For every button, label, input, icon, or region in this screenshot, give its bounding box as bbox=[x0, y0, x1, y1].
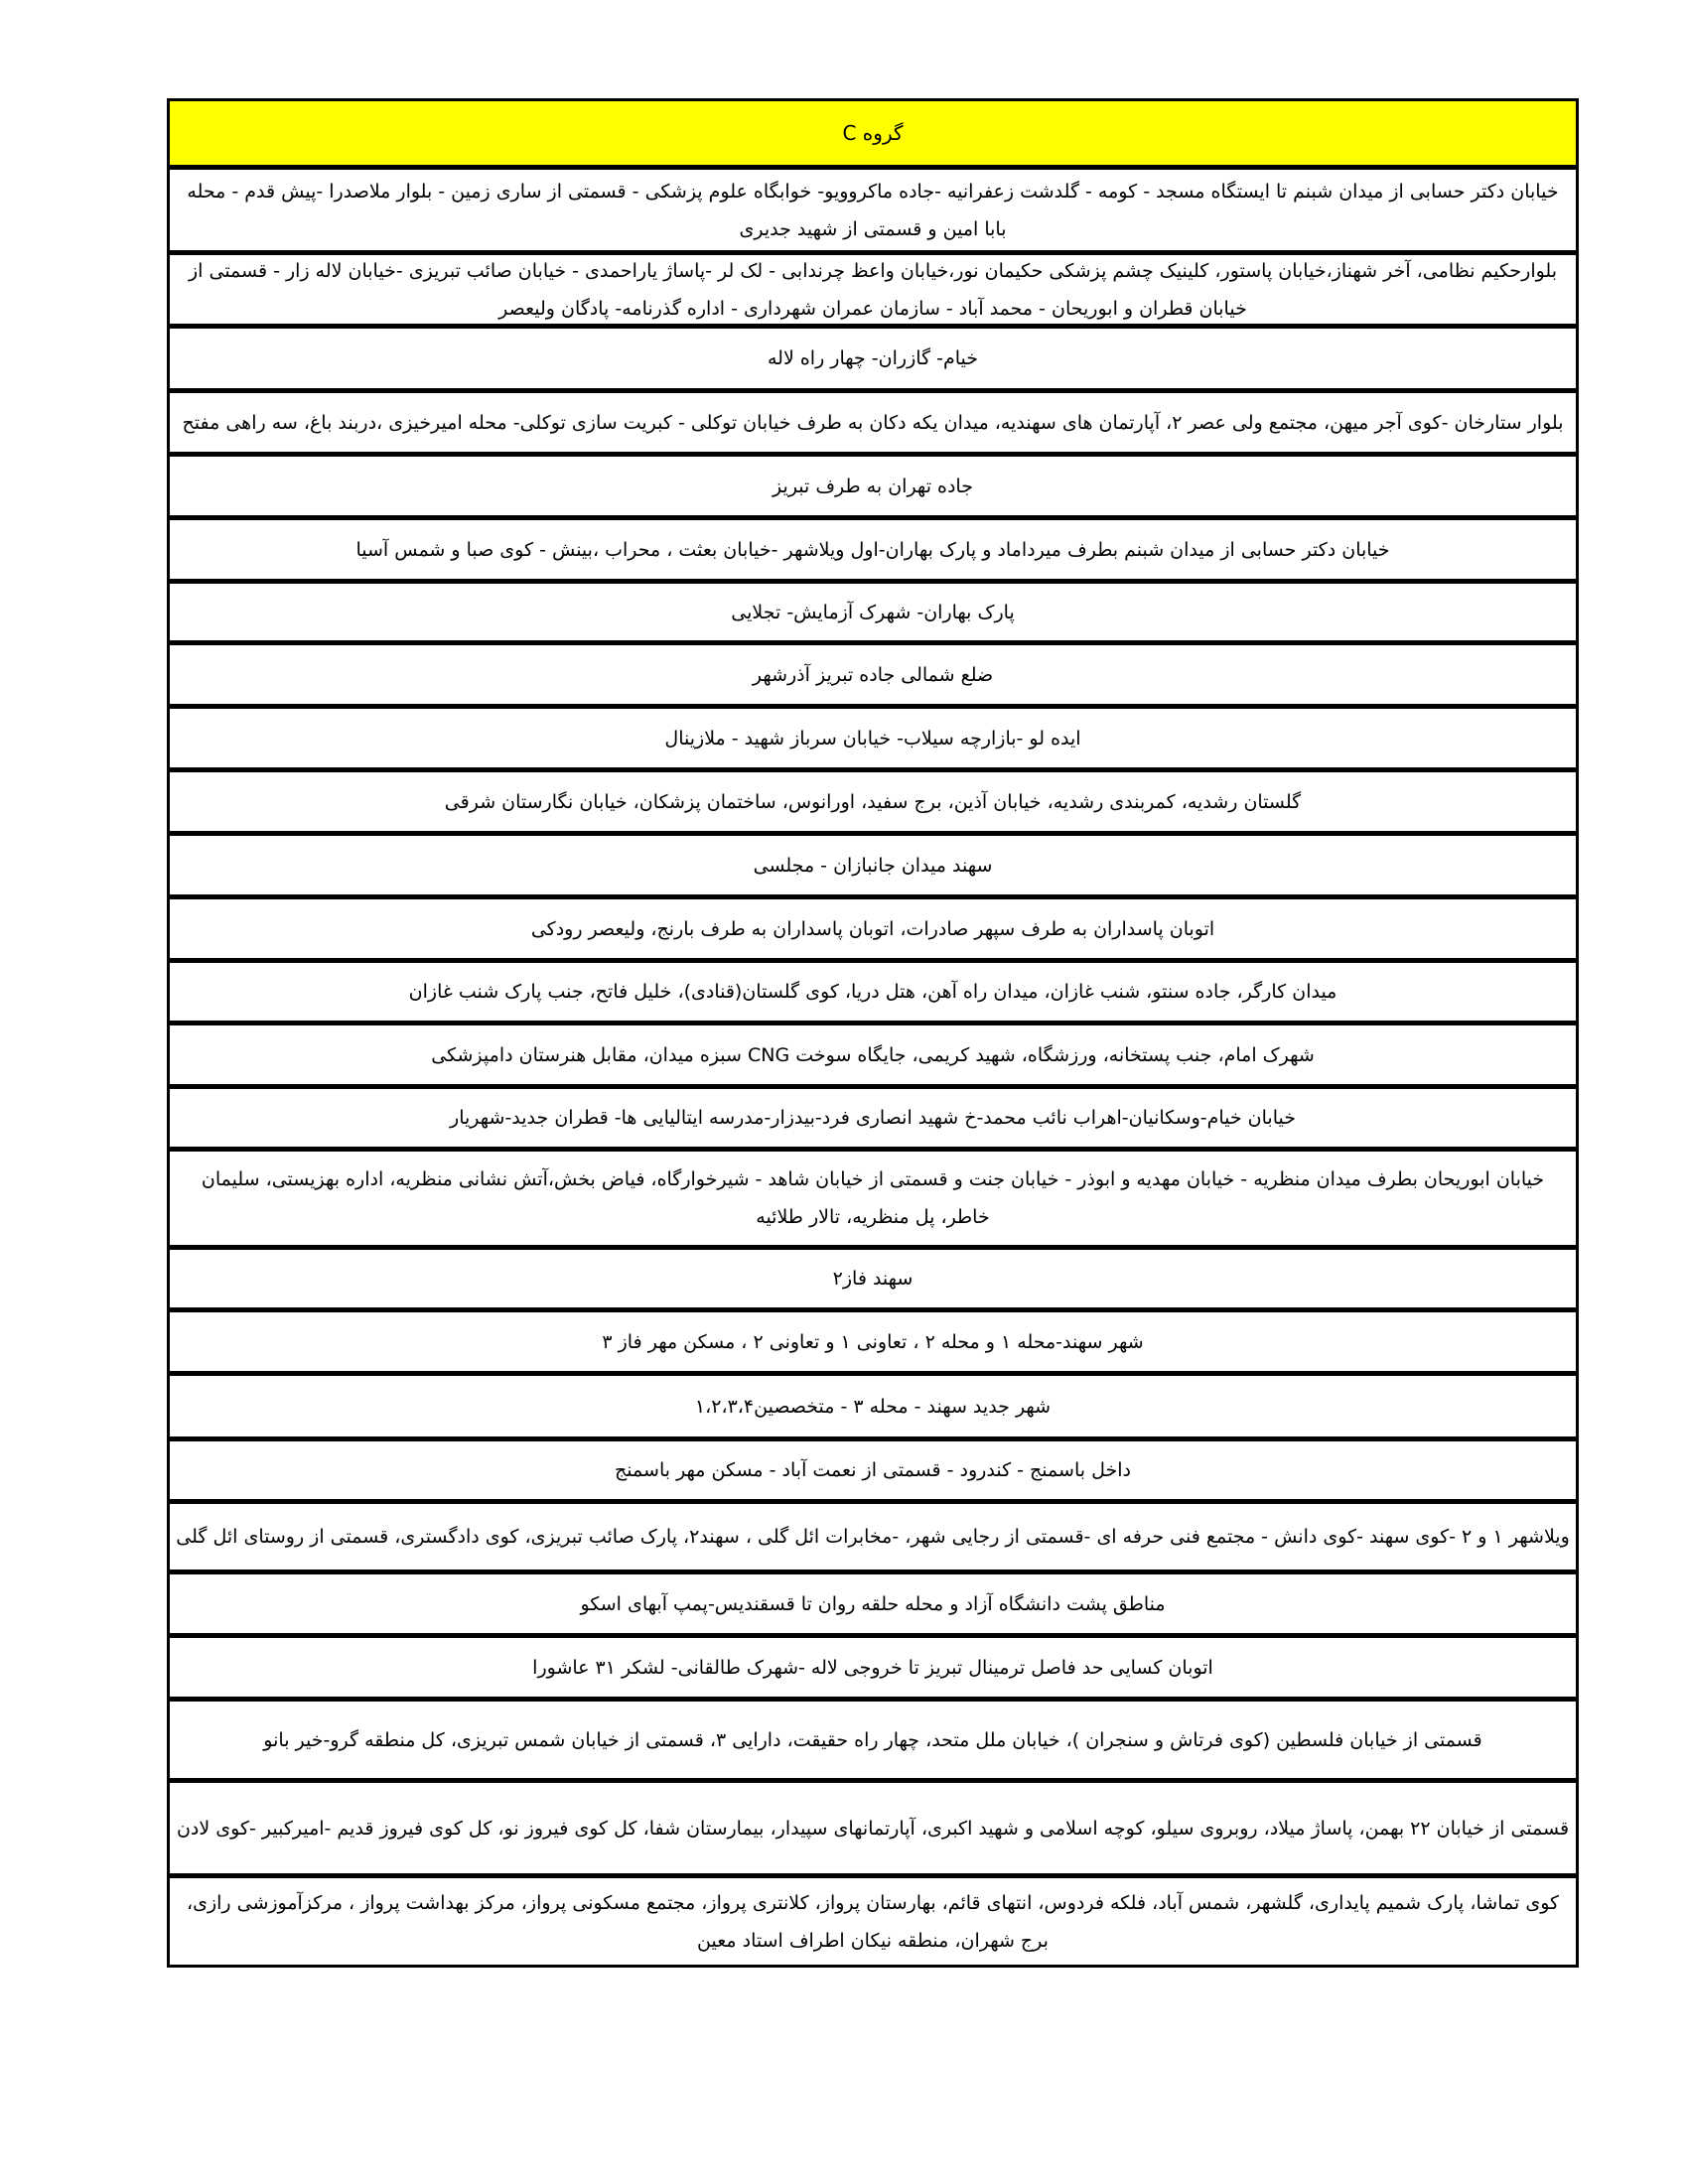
table-row: شهر سهند-محله ۱ و محله ۲ ، تعاونی ۱ و تعاونی ۲ ، مسکن مهر فاز ۳ bbox=[170, 1307, 1576, 1371]
table-row: بلوار ستارخان -کوی آجر میهن، مجتمع ولی عصر ۲، آپارتمان های سهندیه، میدان یکه دکان به طرف خیابان توکلی - کبریت سازی توکلی- محله امیرخیزی ،دربند باغ، سه راهی مفتح bbox=[170, 388, 1576, 452]
table-row: اتوبان پاسداران به طرف سپهر صادرات، اتوبان پاسداران به طرف بارنج، ولیعصر رودکی bbox=[170, 894, 1576, 958]
table-row: مناطق پشت دانشگاه آزاد و محله حلقه روان تا قسقندیس-پمپ آبهای اسکو bbox=[170, 1570, 1576, 1633]
table-row: ایده لو -بازارچه سیلاب- خیابان سرباز شهید - ملازینال bbox=[170, 704, 1576, 767]
table-row: خیابان دکتر حسابی از میدان شبنم بطرف میرداماد و پارک بهاران-اول ویلاشهر -خیابان بعثت ، محراب ،بینش - کوی صبا و شمس آسیا bbox=[170, 515, 1576, 579]
table-row: خیام- گازران- چهار راه لاله bbox=[170, 324, 1576, 388]
table-row: شهرک امام، جنب پستخانه، ورزشگاه، شهید کریمی، جایگاه سوخت CNG سبزه میدان، مقابل هنرستان دامپزشکی bbox=[170, 1021, 1576, 1084]
table-row: پارک بهاران- شهرک آزمایش- تجلایی bbox=[170, 579, 1576, 640]
table-row: سهند میدان جانبازان - مجلسی bbox=[170, 831, 1576, 894]
table-row: کوی تماشا، پارک شمیم پایداری، گلشهر، شمس آباد، فلکه فردوس، انتهای قائم، بهارستان پرواز، کلانتری پرواز، مجتمع مسکونی پرواز، مرکز بهداشت پرواز ، مرکزآموزشی رازی، برج شهران، منطقه نیکان اطراف استاد معین bbox=[170, 1873, 1576, 1965]
table-row: خیابان خیام-وسکانیان-اهراب نائب محمد-خ شهید انصاری فرد-بیدزار-مدرسه ایتالیایی ها- قطران جدید-شهریار bbox=[170, 1084, 1576, 1147]
table-row: جاده تهران به طرف تبریز bbox=[170, 452, 1576, 515]
table-row: گلستان رشدیه، کمربندی رشدیه، خیابان آذین، برج سفید، اورانوس، ساختمان پزشکان، خیابان نگارستان شرقی bbox=[170, 767, 1576, 831]
group-header: گروه C bbox=[170, 101, 1576, 165]
table-row: قسمتی از خیابان ۲۲ بهمن، پاساژ میلاد، روبروی سیلو، کوچه اسلامی و شهید اکبری، آپارتمانهای سپیدار، بیمارستان شفا، کل کوی فیروز نو، کل کوی فیروز قدیم -امیرکبیر -کوی لادن bbox=[170, 1778, 1576, 1873]
table-row: ضلع شمالی جاده تبریز آذرشهر bbox=[170, 640, 1576, 704]
table-row: خیابان دکتر حسابی از میدان شبنم تا ایستگاه مسجد - کومه - گلدشت زعفرانیه -جاده ماکروویو- خوابگاه علوم پزشکی - قسمتی از ساری زمین - بلوار ملاصدرا -پیش قدم - محله بابا امین و قسمتی از شهید جدیری bbox=[170, 165, 1576, 250]
table-row: شهر جدید سهند - محله ۳ - متخصصین۱،۲،۳،۴ bbox=[170, 1371, 1576, 1436]
table-row: سهند فاز۲ bbox=[170, 1245, 1576, 1307]
table-row: داخل باسمنج - کندرود - قسمتی از نعمت آباد - مسکن مهر باسمنج bbox=[170, 1436, 1576, 1499]
outage-schedule-table bbox=[167, 98, 1579, 1968]
table-row: میدان کارگر، جاده سنتو، شنب غازان، میدان راه آهن، هتل دریا، کوی گلستان(قنادی)، خلیل فاتح، جنب پارک شنب غازان bbox=[170, 958, 1576, 1021]
table-row: قسمتی از خیابان فلسطین (کوی فرتاش و سنجران )، خیابان ملل متحد، چهار راه حقیقت، دارایی ۳، قسمتی از خیابان شمس تبریزی، کل منطقه گرو-خیر بانو bbox=[170, 1697, 1576, 1778]
table-row: ویلاشهر ۱ و ۲ -کوی سهند -کوی دانش - مجتمع فنی حرفه ای -قسمتی از رجایی شهر، -مخابرات ائل گلی ، سهند۲، پارک صائب تبریزی، کوی دادگستری، قسمتی از روستای ائل گلی bbox=[170, 1499, 1576, 1570]
table-row: بلوارحکیم نظامی، آخر شهناز،خیابان پاستور، کلینیک چشم پزشکی حکیمان نور،خیابان واعظ چرندابی - لک لر -پاساژ یاراحمدی - خیابان صائب تبریزی -خیابان لاله زار - قسمتی از خیابان قطران و ابوریحان - محمد آباد - سازمان عمران شهرداری - اداره گذرنامه- پادگان ولیعصر bbox=[170, 250, 1576, 324]
table-row: اتوبان کسایی حد فاصل ترمینال تبریز تا خروجی لاله -شهرک طالقانی- لشکر ۳۱ عاشورا bbox=[170, 1633, 1576, 1697]
table-row: خیابان ابوریحان بطرف میدان منظریه - خیابان مهدیه و ابوذر - خیابان جنت و قسمتی از خیابان شاهد - شیرخوارگاه، فیاض بخش،آتش نشانی منظریه، اداره بهزیستی، سلیمان خاطر، پل منظریه، تالار طلائیه bbox=[170, 1147, 1576, 1245]
